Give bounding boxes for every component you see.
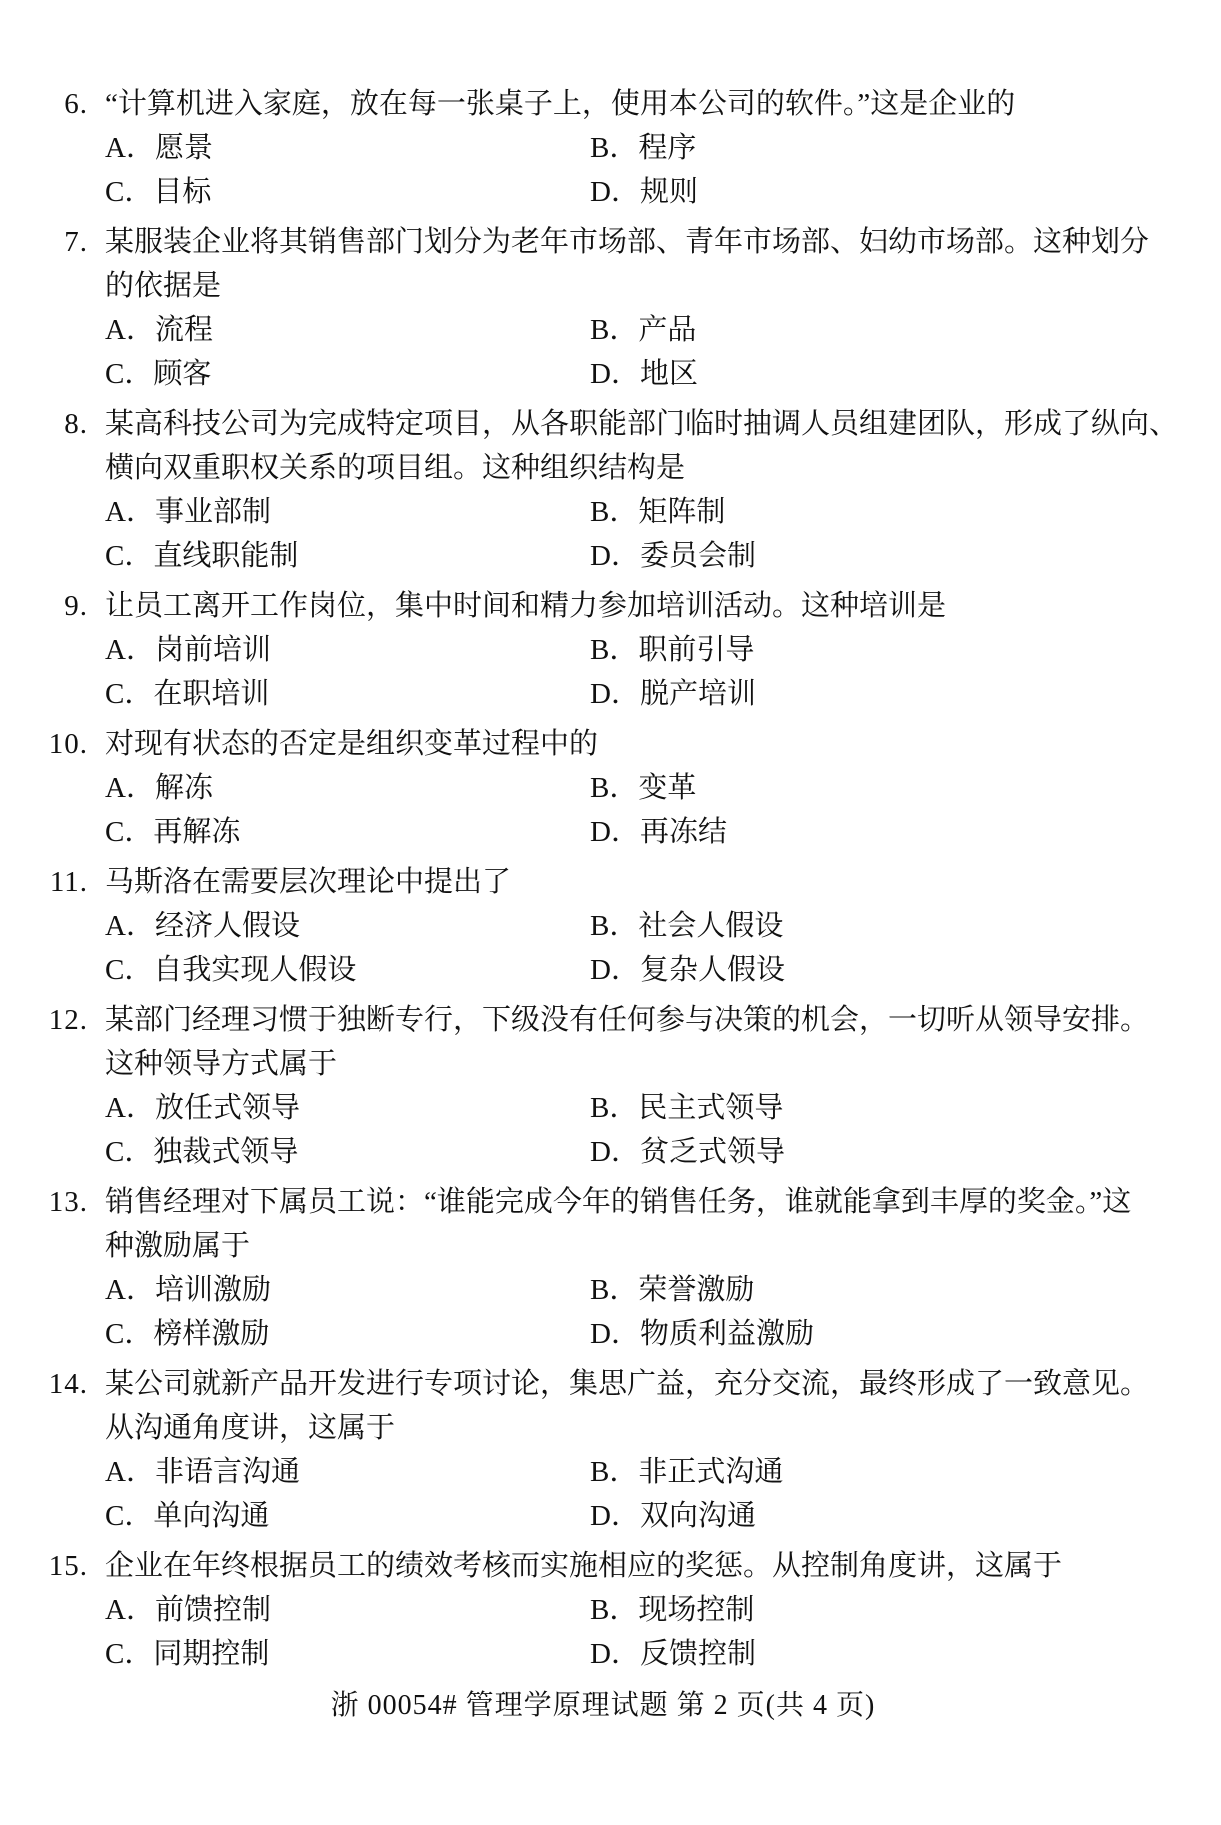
option-text: 经济人假设: [154, 910, 300, 942]
option-letter: A．: [105, 1092, 155, 1124]
option-text: 单向沟通: [153, 1500, 270, 1532]
option-a: [105, 628, 590, 672]
option-a: [105, 766, 590, 810]
options-grid: [105, 126, 1166, 214]
option-letter: D．: [590, 1318, 640, 1350]
option-letter: D．: [590, 1638, 640, 1670]
option-d: [590, 948, 1166, 992]
option-text: 地区: [639, 358, 698, 390]
option-text: 解冻: [154, 772, 213, 804]
option-letter: A．: [105, 634, 155, 666]
option-b: [590, 308, 1166, 352]
option-c: [105, 352, 590, 396]
option-a: [105, 126, 590, 170]
option-text: 脱产培训: [639, 678, 756, 710]
option-text: 委员会制: [639, 540, 756, 572]
option-a: [105, 904, 590, 948]
question-number: 13.: [48, 1186, 88, 1218]
question-stem-line: 从沟通角度讲，这属于: [105, 1412, 396, 1444]
question-12: [40, 998, 1166, 1174]
option-d: [590, 170, 1166, 214]
question-number: 7.: [64, 226, 88, 258]
options-grid: [105, 308, 1166, 396]
question-stem-line: 某服装企业将其销售部门划分为老年市场部、青年市场部、妇幼市场部。这种划分: [105, 226, 1150, 258]
option-b: [590, 766, 1166, 810]
option-letter: B．: [590, 1092, 639, 1124]
option-d: [590, 352, 1166, 396]
option-c: [105, 534, 590, 578]
option-text: 直线职能制: [153, 540, 299, 572]
question-stem-line: 让员工离开工作岗位，集中时间和精力参加培训活动。这种培训是: [105, 590, 947, 622]
option-d: [590, 534, 1166, 578]
option-a: [105, 308, 590, 352]
question-number: 15.: [48, 1550, 88, 1582]
option-text: 自我实现人假设: [153, 954, 357, 986]
options-grid: [105, 1450, 1166, 1538]
option-letter: B．: [590, 910, 639, 942]
option-text: 独裁式领导: [153, 1136, 299, 1168]
option-letter: A．: [105, 772, 155, 804]
option-c: [105, 170, 590, 214]
option-letter: D．: [590, 1136, 640, 1168]
option-text: 矩阵制: [638, 496, 726, 528]
option-letter: C．: [105, 1638, 154, 1670]
option-c: [105, 948, 590, 992]
option-b: [590, 1588, 1166, 1632]
option-text: 复杂人假设: [639, 954, 785, 986]
option-text: 非语言沟通: [154, 1456, 300, 1488]
option-d: [590, 672, 1166, 716]
option-letter: B．: [590, 314, 639, 346]
options-grid: [105, 766, 1166, 854]
option-letter: B．: [590, 496, 639, 528]
option-text: 同期控制: [153, 1638, 270, 1670]
option-c: [105, 672, 590, 716]
option-c: [105, 1494, 590, 1538]
question-9: [40, 584, 1166, 716]
option-letter: C．: [105, 1136, 154, 1168]
option-a: [105, 1588, 590, 1632]
question-11: [40, 860, 1166, 992]
question-stem-line: 某高科技公司为完成特定项目，从各职能部门临时抽调人员组建团队，形成了纵向、: [105, 408, 1179, 440]
option-a: [105, 1268, 590, 1312]
option-letter: D．: [590, 816, 640, 848]
option-a: [105, 490, 590, 534]
option-letter: A．: [105, 1456, 155, 1488]
option-text: 榜样激励: [153, 1318, 270, 1350]
option-text: 愿景: [154, 132, 213, 164]
option-c: [105, 1632, 590, 1676]
option-letter: C．: [105, 1500, 154, 1532]
option-text: 非正式沟通: [638, 1456, 784, 1488]
option-letter: C．: [105, 678, 154, 710]
option-text: 现场控制: [638, 1594, 755, 1626]
option-text: 顾客: [153, 358, 212, 390]
option-letter: A．: [105, 314, 155, 346]
option-letter: A．: [105, 132, 155, 164]
option-letter: C．: [105, 816, 154, 848]
option-text: 贫乏式领导: [639, 1136, 785, 1168]
option-letter: B．: [590, 634, 639, 666]
question-number: 14.: [48, 1368, 88, 1400]
question-stem-line: 这种领导方式属于: [105, 1048, 338, 1080]
option-c: [105, 1312, 590, 1356]
question-stem-line: 马斯洛在需要层次理论中提出了: [105, 866, 512, 898]
options-grid: [105, 1268, 1166, 1356]
option-d: [590, 810, 1166, 854]
option-text: 再解冻: [153, 816, 241, 848]
options-grid: [105, 1086, 1166, 1174]
option-letter: A．: [105, 1594, 155, 1626]
option-letter: C．: [105, 1318, 154, 1350]
question-number: 11.: [49, 866, 88, 898]
question-number: 8.: [64, 408, 88, 440]
option-letter: D．: [590, 954, 640, 986]
option-text: 在职培训: [153, 678, 270, 710]
option-a: [105, 1086, 590, 1130]
option-b: [590, 1086, 1166, 1130]
options-grid: [105, 1588, 1166, 1676]
question-number: 12.: [48, 1004, 88, 1036]
option-letter: B．: [590, 132, 639, 164]
question-stem-line: 某公司就新产品开发进行专项讨论，集思广益，充分交流，最终形成了一致意见。: [105, 1368, 1150, 1400]
question-6: [40, 82, 1166, 214]
page-footer: 浙 00054# 管理学原理试题 第 2 页(共 4 页): [330, 1690, 876, 1721]
option-text: 荣誉激励: [638, 1274, 755, 1306]
option-b: [590, 1450, 1166, 1494]
option-letter: D．: [590, 176, 640, 208]
option-letter: D．: [590, 540, 640, 572]
option-text: 职前引导: [638, 634, 755, 666]
question-stem-line: 企业在年终根据员工的绩效考核而实施相应的奖惩。从控制角度讲，这属于: [105, 1550, 1063, 1582]
question-10: [40, 722, 1166, 854]
question-8: [40, 402, 1179, 578]
option-text: 放任式领导: [154, 1092, 300, 1124]
question-13: [40, 1180, 1166, 1356]
option-letter: C．: [105, 176, 154, 208]
question-stem-line: 销售经理对下属员工说：“谁能完成今年的销售任务，谁就能拿到丰厚的奖金。”这: [105, 1186, 1132, 1218]
option-b: [590, 628, 1166, 672]
option-letter: B．: [590, 1594, 639, 1626]
option-letter: C．: [105, 540, 154, 572]
question-15: [40, 1544, 1166, 1676]
option-letter: B．: [590, 772, 639, 804]
option-letter: C．: [105, 954, 154, 986]
option-letter: C．: [105, 358, 154, 390]
options-grid: [105, 628, 1166, 716]
option-d: [590, 1312, 1166, 1356]
option-c: [105, 810, 590, 854]
option-text: 事业部制: [154, 496, 271, 528]
option-text: 流程: [154, 314, 213, 346]
option-text: 双向沟通: [639, 1500, 756, 1532]
question-stem-line: 的依据是: [105, 270, 222, 302]
option-text: 民主式领导: [638, 1092, 784, 1124]
option-letter: D．: [590, 1500, 640, 1532]
option-text: 社会人假设: [638, 910, 784, 942]
option-text: 培训激励: [154, 1274, 271, 1306]
option-letter: A．: [105, 910, 155, 942]
option-letter: D．: [590, 358, 640, 390]
option-text: 产品: [638, 314, 697, 346]
option-text: 前馈控制: [154, 1594, 271, 1626]
option-d: [590, 1632, 1166, 1676]
option-b: [590, 904, 1166, 948]
option-d: [590, 1494, 1166, 1538]
question-stem-line: 某部门经理习惯于独断专行，下级没有任何参与决策的机会，一切听从领导安排。: [105, 1004, 1150, 1036]
option-text: 目标: [153, 176, 212, 208]
option-letter: A．: [105, 496, 155, 528]
question-stem-line: “计算机进入家庭，放在每一张桌子上，使用本公司的软件。”这是企业的: [105, 88, 1016, 120]
options-grid: [105, 490, 1166, 578]
option-letter: B．: [590, 1274, 639, 1306]
options-grid: [105, 904, 1166, 992]
question-stem-line: 对现有状态的否定是组织变革过程中的: [105, 728, 599, 760]
option-b: [590, 1268, 1166, 1312]
question-7: [40, 220, 1166, 396]
option-text: 再冻结: [639, 816, 727, 848]
question-stem-line: 种激励属于: [105, 1230, 251, 1262]
question-number: 6.: [64, 88, 88, 120]
question-number: 10.: [48, 728, 88, 760]
option-text: 反馈控制: [639, 1638, 756, 1670]
option-c: [105, 1130, 590, 1174]
option-a: [105, 1450, 590, 1494]
option-text: 变革: [638, 772, 697, 804]
option-b: [590, 126, 1166, 170]
option-d: [590, 1130, 1166, 1174]
option-b: [590, 490, 1166, 534]
option-letter: D．: [590, 678, 640, 710]
question-14: [40, 1362, 1166, 1538]
option-text: 程序: [638, 132, 697, 164]
option-text: 岗前培训: [154, 634, 271, 666]
question-number: 9.: [64, 590, 88, 622]
option-text: 物质利益激励: [639, 1318, 814, 1350]
question-stem-line: 横向双重职权关系的项目组。这种组织结构是: [105, 452, 686, 484]
option-text: 规则: [639, 176, 698, 208]
option-letter: A．: [105, 1274, 155, 1306]
option-letter: B．: [590, 1456, 639, 1488]
